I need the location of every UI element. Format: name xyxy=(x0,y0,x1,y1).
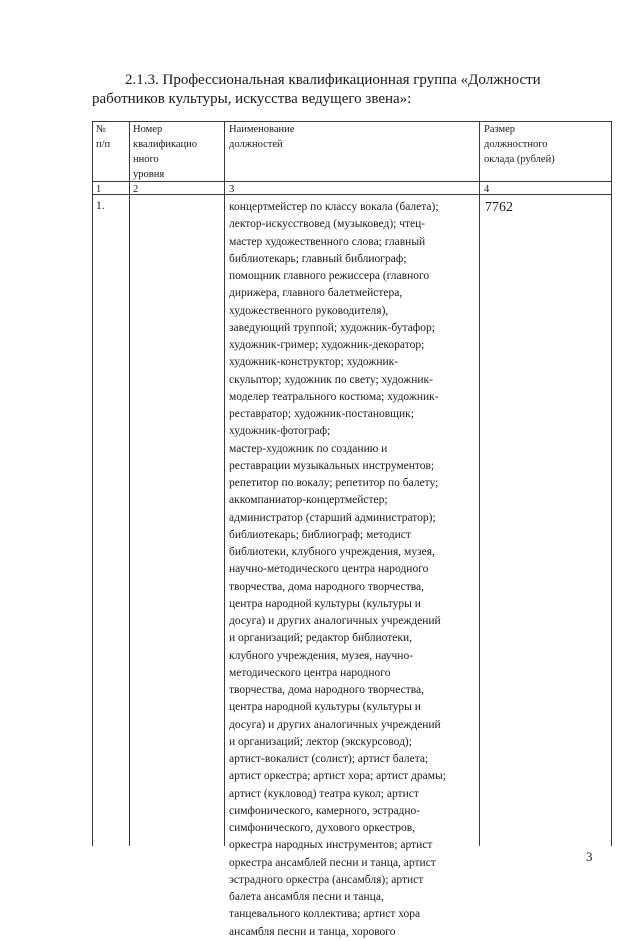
table-border-right xyxy=(611,121,612,846)
page-number: 3 xyxy=(586,849,593,864)
salary-table xyxy=(92,121,612,938)
heading-line-2: работников культуры, искусства ведущего звена»: xyxy=(92,91,412,107)
row-number: 1. xyxy=(96,200,105,212)
header-position-name: Наименование должностей xyxy=(229,124,295,150)
column-number: 4 xyxy=(484,184,490,195)
table-border-left xyxy=(92,121,93,846)
row-divider xyxy=(92,194,612,195)
salary-value: 7762 xyxy=(485,200,513,215)
column-number: 1 xyxy=(96,184,102,195)
position-names-cell: концертмейстер по классу вокала (балета); лектор-искусствовед (музыковед); чтец- мастер художественного слова; главный библиотекарь; главный библиограф; помощник главного режиссера (главного дирижера, главного балетмейстера, художественного руководителя), заведующий труппой; художник-бутафор; художник-гример; художник-декоратор; художник-конструктор; художник- скульптор; художник по свету; художник- моделер театрального костюма; художник- реставратор; художник-постановщик; художник-фотограф; мастер-художник по созданию и реставрации музыкальных инструментов; репетитор по вокалу; репетитор по балету; аккомпаниатор-концертмейстер; администратор (старший администратор); библиотекарь; библиограф; методист библиотеки, клубного учреждения, музея, научно-методического центра народного творчества, дома народного творчества, центра народной культуры (культуры и досуга) и других аналогичных учреждений и организаций; редактор библиотеки, клубного учреждения, музея, научно- методического центра народного творчества, дома народного творчества, центра народной культуры (культуры и досуга) и других аналогичных учреждений и организаций; лектор (экскурсовод); артист-вокалист (солист); артист балета; артист оркестра; артист хора; артист драмы; артист (кукловод) театра кукол; артист симфонического, камерного, эстрадно- симфонического, духового оркестров, оркестра народных инструментов; артист оркестра ансамблей песни и танца, артист эстрадного оркестра (ансамбля); артист балета ансамбля песни и танца, танцевального коллектива; артист хора ансамбля песни и танца, хорового xyxy=(229,201,446,938)
heading-line-1: 2.1.3. Профессиональная квалификационная группа «Должности xyxy=(125,72,541,88)
section-heading xyxy=(92,71,612,109)
header-salary: Размер должностного оклада (рублей) xyxy=(484,124,555,165)
header-qualification-level: Номер квалификацио нного уровня xyxy=(133,124,198,180)
header-num: № п/п xyxy=(96,124,111,150)
column-divider xyxy=(479,121,480,846)
column-number: 3 xyxy=(229,184,235,195)
column-divider xyxy=(129,121,130,846)
column-number: 2 xyxy=(133,184,139,195)
column-divider xyxy=(224,121,225,846)
